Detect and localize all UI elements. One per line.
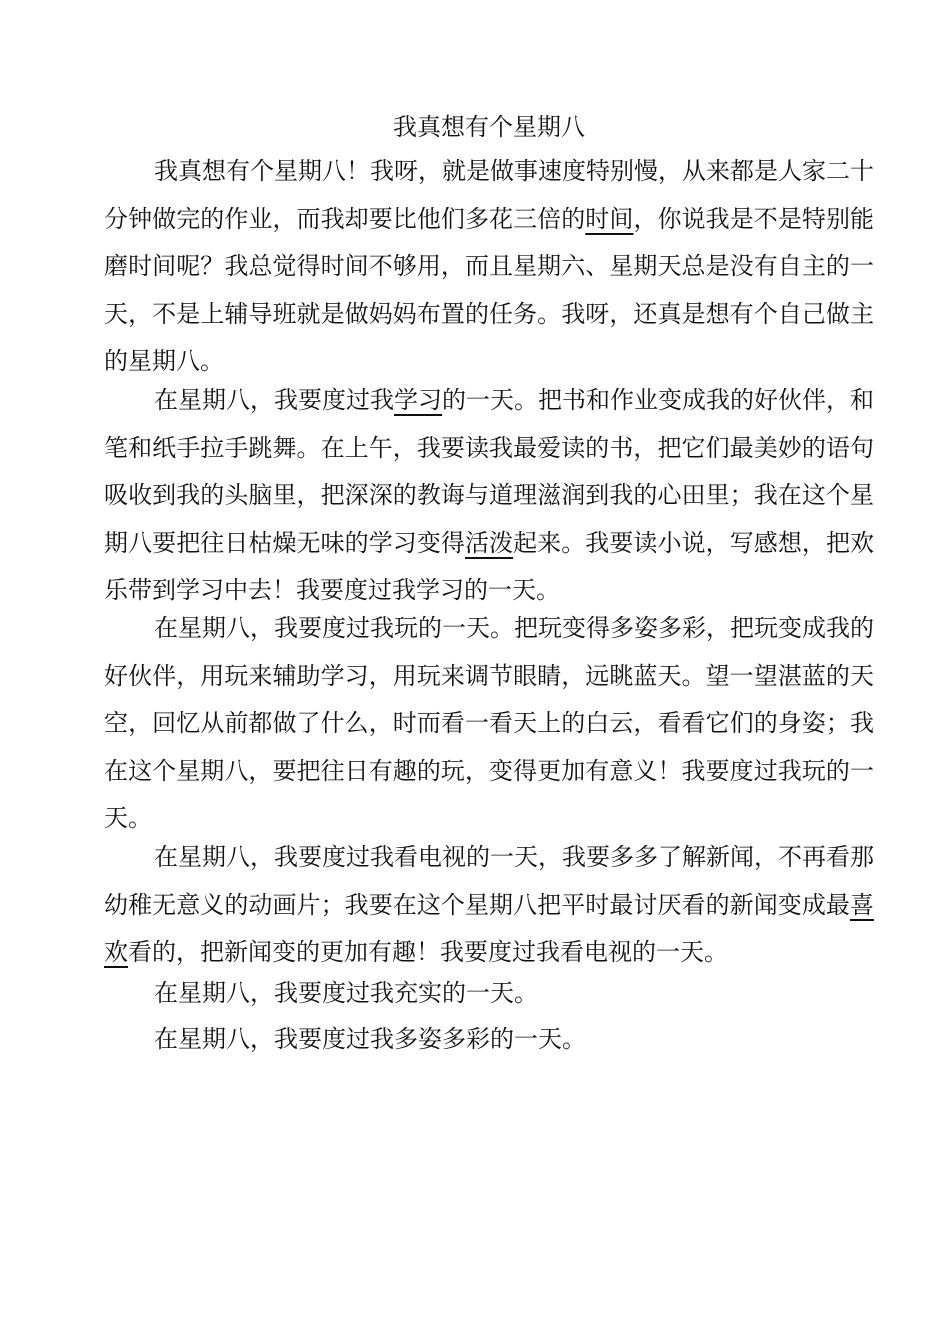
underlined-word: 时间 [585,204,634,233]
paragraph-text: 在星期八，我要度过我多姿多彩的一天。 [154,1025,586,1053]
underlined-word: 喜欢 [104,890,874,966]
paragraph-text: 在星期八，我要度过我充实的一天。 [154,979,538,1007]
paragraph-text: 在星期八，我要度过我看电视的一天，我要多多了解新闻，不再看那幼稚无意义的动画片；我要在这个星期八把平时最讨厌看的新闻变成最 [104,843,874,919]
document-page [104,0,874,1343]
paragraph-text: ，你说我是不是特别能磨时间呢？我总觉得时间不够用，而且星期六、星期天总是没有自主的一天，不是上辅导班就是做妈妈布置的任务。我呀，还真是想有个自己做主的星期八。 [104,204,875,375]
underlined-word: 活泼 [464,528,514,557]
paragraph-2 [104,377,874,615]
paragraph-text: 在星期八，我要度过我玩的一天。把玩变得多姿多彩，把玩变成我的好伙伴，用玩来辅助学习，用玩来调节眼睛，远眺蓝天。望一望湛蓝的天空，回忆从前都做了什么，时而看一看天上的白云，看看它们的身姿；我在这个星期八，要把往日有趣的玩，变得更加有意义！我要度过我玩的一天。 [104,614,874,832]
paragraph-text: 我真想有个星期八！我呀，就是做事速度特别慢，从来都是人家二十分钟做完的作业，而我却要比他们多花三倍的 [104,157,874,233]
paragraph-1 [104,148,874,386]
document-title: 我真想有个星期八 [393,113,585,141]
paragraph-6 [104,1016,874,1064]
paragraph-text: 在星期八，我要度过我 [154,386,394,414]
paragraph-text: 的一天。把书和作业变成我的好伙伴，和笔和纸手拉手跳舞。在上午，我要读我最爱读的书，把它们最美妙的语句吸收到我的头脑里，把深深的教诲与道理滋润到我的心田里；我在这个星期八要把往日枯燥无味的学习变得 [104,386,874,557]
paragraph-text: 起来。我要读小说，写感想，把欢乐带到学习中去！我要度过我学习的一天。 [104,528,875,604]
paragraph-3 [104,605,874,843]
paragraph-text: 看的，把新闻变的更加有趣！我要度过我看电视的一天。 [128,938,728,966]
paragraph-5 [104,970,874,1018]
underlined-word: 学习 [394,386,442,414]
paragraph-4 [104,834,874,977]
